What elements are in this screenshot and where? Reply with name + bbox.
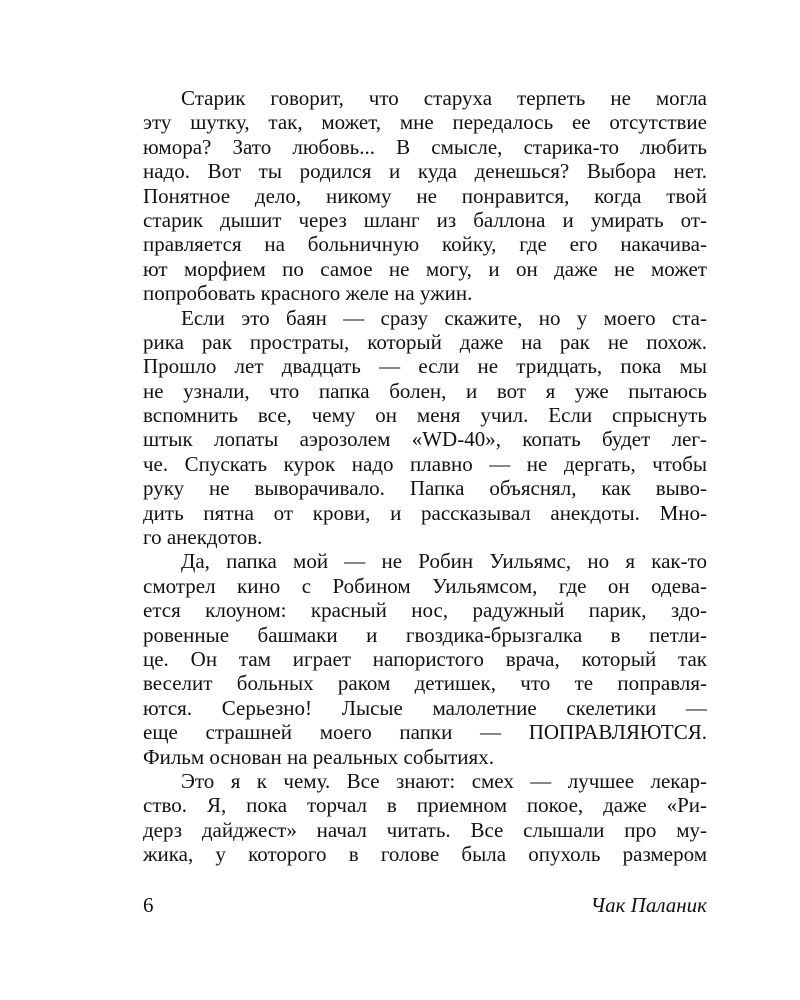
paragraph: [143, 306, 707, 550]
text-line: еще страшней моего папки — ПОПРАВЛЯЮТСЯ.: [143, 720, 707, 745]
text-line: штык лопаты аэрозолем «WD-40», копать будет лег-: [143, 427, 707, 452]
text-line: Это я к чему. Все знают: смех — лучшее лекар-: [181, 768, 707, 793]
text-line: старик дышит через шланг из баллона и умирать от-: [143, 207, 707, 232]
text-line: го анекдотов.: [143, 525, 263, 550]
text-line: жика, у которого в голове была опухоль размером: [143, 842, 707, 867]
text-line: рика рак простраты, который даже на рак не похож.: [143, 329, 707, 354]
text-line: вспомнить все, чему он меня учил. Если спрыснуть: [143, 403, 707, 428]
text-line: че. Спускать курок надо плавно — не дергать, чтобы: [143, 451, 707, 476]
text-line: веселит больных раком детишек, что те поправля-: [143, 671, 707, 696]
text-line: ровенные башмаки и гвоздика-брызгалка в петли-: [143, 622, 707, 647]
running-title: Чак Паланик: [590, 893, 707, 917]
text-line: ются. Серьезно! Лысые малолетние скелетики —: [143, 695, 707, 720]
page-number: 6: [143, 893, 154, 917]
page-footer: [143, 890, 707, 920]
text-line: юмора? Зато любовь... В смысле, старика-то любить: [143, 134, 707, 159]
text-line: Если это баян — сразу скажите, но у моего ста-: [181, 305, 707, 330]
text-line: це. Он там играет напористого врача, который так: [143, 646, 707, 671]
text-line: ство. Я, пока торчал в приемном покое, даже «Ри-: [143, 793, 707, 818]
text-line: ют морфием по самое не могу, и он даже не может: [143, 256, 707, 281]
text-line: дить пятна от крови, и рассказывал анекдоты. Мно-: [143, 500, 707, 525]
text-line: руку не выворачивало. Папка объяснял, как выво-: [143, 476, 707, 501]
text-line: Старик говорит, что старуха терпеть не могла: [181, 86, 707, 110]
text-line: Прошло лет двадцать — если не тридцать, пока мы: [143, 354, 707, 379]
text-line: попробовать красного желе на ужин.: [143, 281, 473, 306]
text-line: надо. Вот ты родился и куда денешься? Выбора нет.: [143, 159, 707, 184]
body-text: [143, 86, 707, 867]
paragraph: [143, 769, 707, 867]
text-line: Понятное дело, никому не понравится, когда твой: [143, 183, 707, 208]
text-line: Да, папка мой — не Робин Уильямс, но я как-то: [181, 549, 707, 574]
text-line: эту шутку, так, может, мне передалось ее отсутствие: [143, 110, 707, 135]
text-line: дерз дайджест» начал читать. Все слышали про му-: [143, 817, 707, 842]
text-line: не узнали, что папка болен, и вот я уже пытаюсь: [143, 378, 707, 403]
paragraph: [143, 86, 707, 306]
text-line: Фильм основан на реальных событиях.: [143, 744, 494, 769]
text-line: смотрел кино с Робином Уильямсом, где он одева-: [143, 573, 707, 598]
text-line: ется клоуном: красный нос, радужный парик, здо-: [143, 598, 707, 623]
text-line: правляется на больничную койку, где его накачива-: [143, 232, 707, 257]
paragraph: [143, 549, 707, 769]
